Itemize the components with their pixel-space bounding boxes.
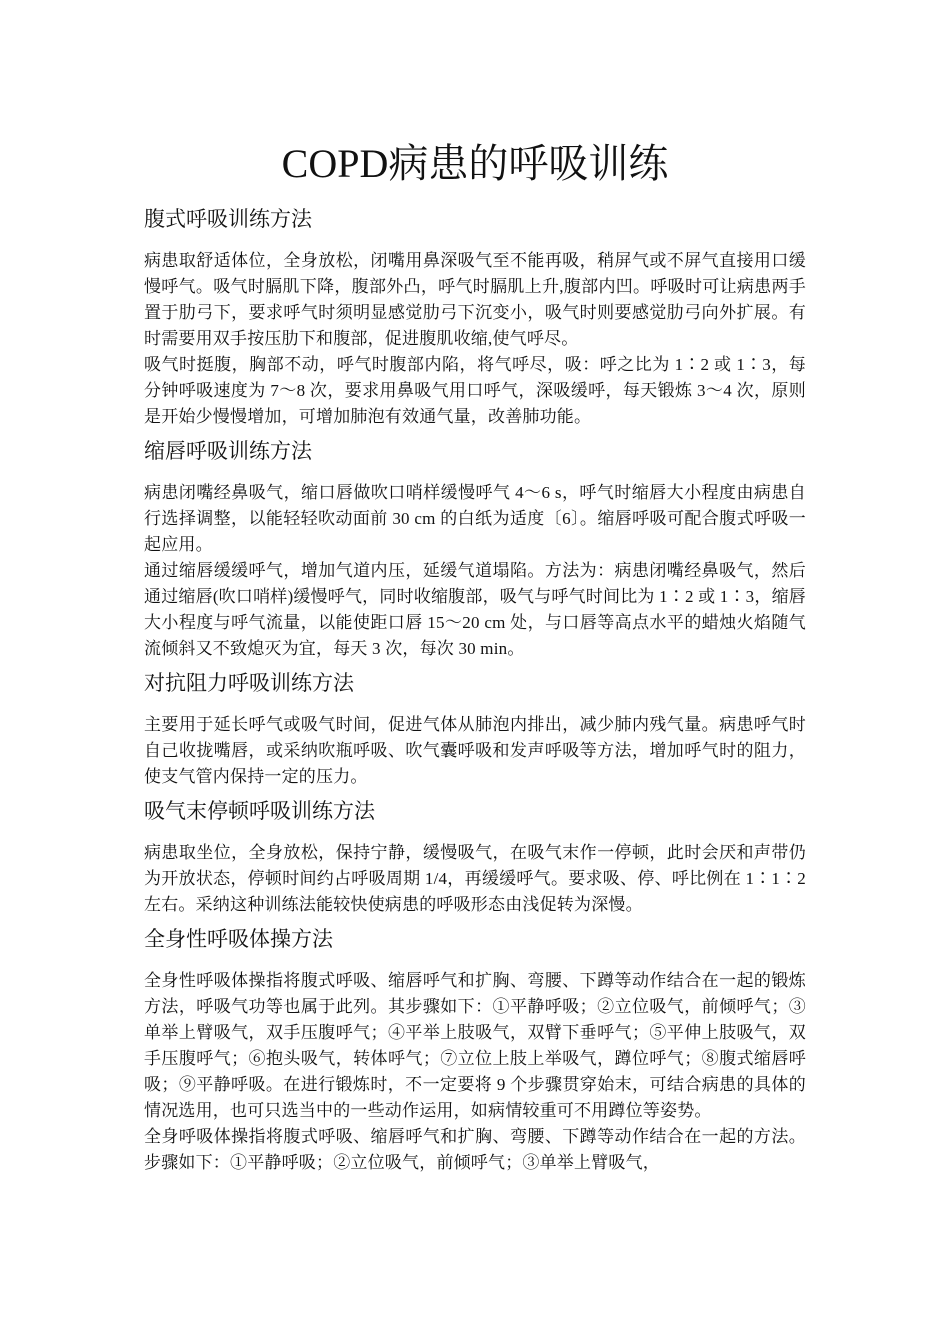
section-resistance-breathing <box>144 668 806 790</box>
paragraph: 吸气时挺腹，胸部不动，呼气时腹部内陷，将气呼尽，吸：呼之比为 1∶2 或 1∶3，每分钟呼吸速度为 7～8 次，要求用鼻吸气用口呼气，深吸缓呼，每天锻炼 3～4 次，原则是开始少慢慢增加，可增加肺泡有效通气量，改善肺功能。 <box>144 355 806 426</box>
paragraph: 全身性呼吸体操指将腹式呼吸、缩唇呼气和扩胸、弯腰、下蹲等动作结合在一起的锻炼方法，呼吸气功等也属于此列。其步骤如下：①平静呼吸；②立位吸气，前倾呼气；③单举上臂吸气，双手压腹呼气；④平举上肢吸气，双臂下垂呼气；⑤平伸上肢吸气，双手压腹呼气；⑥抱头吸气，转体呼气；⑦立位上肢上举吸气，蹲位呼气；⑧腹式缩唇呼吸；⑨平静呼吸。在进行锻炼时，不一定要将 9 个步骤贯穿始末，可结合病患的具体的情况选用，也可只选当中的一些动作运用，如病情较重可不用蹲位等姿势。 <box>144 971 806 1120</box>
section-heading: 腹式呼吸训练方法 <box>144 207 312 231</box>
document-title: COPD病患的呼吸训练 <box>281 141 669 186</box>
paragraph: 全身呼吸体操指将腹式呼吸、缩唇呼气和扩胸、弯腰、下蹲等动作结合在一起的方法。步骤如下：①平静呼吸；②立位吸气，前倾呼气；③单举上臂吸气， <box>144 1127 806 1172</box>
paragraph: 病患取舒适体位，全身放松，闭嘴用鼻深吸气至不能再吸，稍屏气或不屏气直接用口缓慢呼气。吸气时膈肌下降，腹部外凸，呼气时膈肌上升,腹部内凹。呼吸时可让病患两手置于肋弓下，要求呼气时须明显感觉肋弓下沉变小，吸气时则要感觉肋弓向外扩展。有时需要用双手按压肋下和腹部，促进腹肌收缩,使气呼尽。 <box>144 251 806 348</box>
section-heading: 吸气末停顿呼吸训练方法 <box>144 799 375 823</box>
paragraph: 主要用于延长呼气或吸气时间，促进气体从肺泡内排出，减少肺内残气量。病患呼气时自己收拢嘴唇，或采纳吹瓶呼吸、吹气囊呼吸和发声呼吸等方法，增加呼气时的阻力，使支气管内保持一定的压力。 <box>144 715 806 786</box>
paragraph: 通过缩唇缓缓呼气，增加气道内压，延缓气道塌陷。方法为：病患闭嘴经鼻吸气，然后通过缩唇(吹口哨样)缓慢呼气，同时收缩腹部，吸气与呼气时间比为 1∶2 或 1∶3，缩唇大小程度与呼气流量，以能使距口唇 15～20 cm 处，与口唇等高点水平的蜡烛火焰随气流倾斜又不致熄灭为宜，每天 3 次，每次 30 min。 <box>144 561 806 658</box>
section-abdominal-breathing <box>144 204 806 430</box>
document-body <box>144 204 806 1182</box>
section-end-inspiratory-pause <box>144 796 806 918</box>
section-heading: 缩唇呼吸训练方法 <box>144 439 312 463</box>
section-heading: 全身性呼吸体操方法 <box>144 927 333 951</box>
section-heading: 对抗阻力呼吸训练方法 <box>144 671 354 695</box>
section-pursed-lip-breathing <box>144 436 806 662</box>
paragraph: 病患取坐位，全身放松，保持宁静，缓慢吸气，在吸气末作一停顿，此时会厌和声带仍为开放状态，停顿时间约占呼吸周期 1/4，再缓缓呼气。要求吸、停、呼比例在 1∶1∶2 左右。采纳这种训练法能较快使病患的呼吸形态由浅促转为深慢。 <box>144 843 806 914</box>
section-whole-body-exercise <box>144 924 806 1176</box>
paragraph: 病患闭嘴经鼻吸气，缩口唇做吹口哨样缓慢呼气 4～6 s，呼气时缩唇大小程度由病患自行选择调整，以能轻轻吹动面前 30 cm 的白纸为适度〔6〕。缩唇呼吸可配合腹式呼吸一起应用。 <box>144 483 806 554</box>
